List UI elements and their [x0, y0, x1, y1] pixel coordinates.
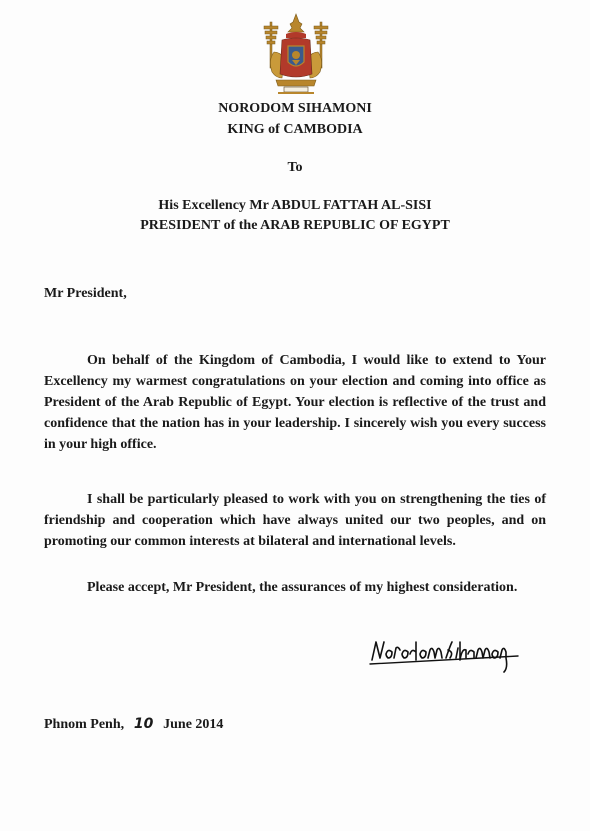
dateline-month-year: June 2014 [163, 717, 224, 732]
recipient-title: PRESIDENT of the ARAB REPUBLIC OF EGYPT [140, 218, 450, 233]
handwritten-signature-icon [368, 632, 520, 674]
body-paragraph-1: On behalf of the Kingdom of Cambodia, I would like to extend to Your Excellency my warmest congratulations on your election and coming into office as President of the Arab Republic of Egypt. Your election is reflective of the trust and confidence that the nation has in your leadership. I sincerely wish you every success in your high office. [44, 353, 546, 452]
sender-name: NORODOM SIHAMONI [218, 101, 372, 116]
dateline-place: Phnom Penh, [44, 717, 125, 732]
dateline [44, 716, 223, 733]
to-label: To [287, 160, 303, 175]
body-paragraph-3: Please accept, Mr President, the assurances of my highest consideration. [87, 580, 518, 595]
body-paragraph-2: I shall be particularly pleased to work with you on strengthening the ties of friendship and cooperation which have always united our two peoples, and on promoting our common interests at bilateral and international levels. [44, 492, 546, 549]
sender-title: KING of CAMBODIA [227, 122, 363, 137]
salutation: Mr President, [44, 286, 127, 301]
dateline-day: 10 [133, 716, 154, 732]
recipient-name: His Excellency Mr ABDUL FATTAH AL-SISI [158, 198, 432, 213]
royal-arms-of-cambodia-icon [258, 12, 334, 98]
